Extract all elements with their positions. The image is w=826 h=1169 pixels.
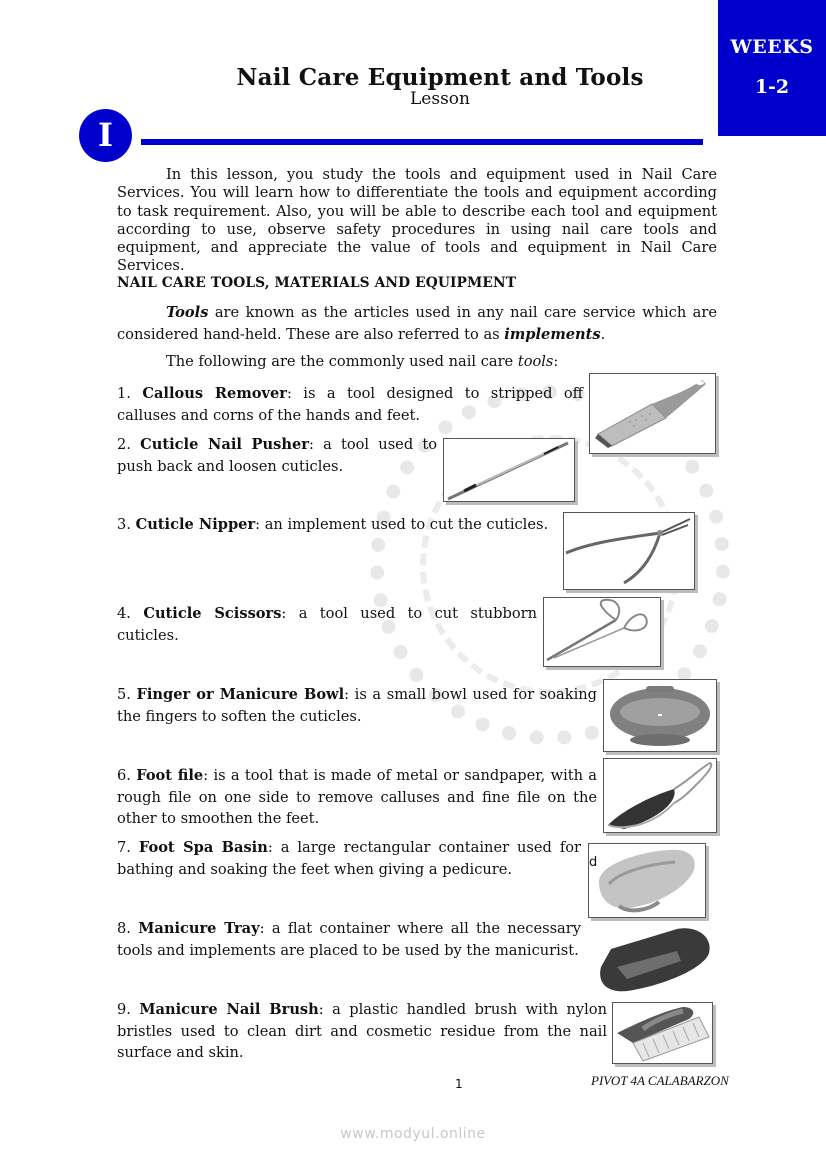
cuticle-pusher-icon <box>444 439 574 501</box>
nail-brush-image <box>612 1002 713 1064</box>
cuticle-pusher-image <box>443 438 575 502</box>
foot-file-icon <box>604 759 716 832</box>
tool-description: : a plastic handled brush with nylon bristles used to clean dirt and cosmetic residue from the nail surface and skin. <box>117 1001 607 1061</box>
page-number: 1 <box>455 1077 463 1091</box>
page-subtitle: Lesson <box>410 89 470 109</box>
lead-in-text: The following are the commonly used nail care <box>166 353 518 370</box>
foot-spa-basin-icon <box>589 844 705 917</box>
weeks-label: WEEKS <box>730 36 814 58</box>
tool-name: Manicure Tray <box>138 920 260 937</box>
manicure-bowl-image <box>603 679 717 752</box>
tool-description: : is a tool designed to stripped off calluses and corns of the hands and feet. <box>117 385 584 424</box>
tool-description: : is a tool that is made of metal or sandpaper, with a rough file on one side to remove calluses and fine file on the other to smoothen the feet. <box>117 767 598 827</box>
manicure-tray-icon <box>597 927 713 993</box>
tool-name: Cuticle Nipper <box>135 516 256 533</box>
lead-in-end: : <box>553 353 559 370</box>
tools-definition-end: . <box>600 325 606 343</box>
page-title: Nail Care Equipment and Tools <box>236 64 644 91</box>
tool-item-foot-file <box>117 765 597 830</box>
section-heading: NAIL CARE TOOLS, MATERIALS AND EQUIPMENT <box>117 275 517 291</box>
tool-name: Finger or Manicure Bowl <box>136 686 345 703</box>
cuticle-scissors-image <box>543 597 661 667</box>
tool-name: Callous Remover <box>142 385 287 402</box>
tool-description: : an implement used to cut the cuticles. <box>255 516 549 533</box>
callous-remover-icon <box>590 374 715 453</box>
tool-name: Manicure Nail Brush <box>139 1001 319 1018</box>
tools-lead-in <box>117 353 717 371</box>
manicure-tray-image <box>597 927 713 993</box>
tool-number: 9. <box>117 1001 131 1018</box>
tool-number: 4. <box>117 605 131 622</box>
tool-item-nail-brush <box>117 999 607 1064</box>
tool-number: 3. <box>117 516 131 533</box>
manicure-bowl-icon <box>604 680 716 751</box>
footer-publisher: PIVOT 4A CALABARZON <box>591 1073 729 1088</box>
tool-item-cuticle-scissors <box>117 603 537 646</box>
tool-number: 5. <box>117 686 131 703</box>
weeks-badge <box>718 0 826 136</box>
tool-name: Cuticle Scissors <box>143 605 282 622</box>
lead-in-emphasis: tools <box>517 353 554 370</box>
tool-number: 8. <box>117 920 131 937</box>
tool-item-cuticle-nipper <box>117 514 557 536</box>
tool-item-manicure-tray <box>117 918 581 961</box>
callous-remover-image <box>589 373 716 454</box>
cuticle-nipper-icon <box>564 513 694 589</box>
tool-number: 2. <box>117 436 131 453</box>
tools-definition-text: are known as the articles used in any nail care service which are considered hand-held. These are also referred to as <box>117 304 717 343</box>
tool-item-callous-remover <box>117 383 583 426</box>
intro-paragraph: In this lesson, you study the tools and equipment used in Nail Care Services. You will learn how to differentiate the tools and equipment according to task requirement. Also, you will be able to describe each tool and equipment according to use, observe safety procedures in using nail care tools and equipment, and appreciate the value of tools and equipment in Nail Care Services. <box>117 166 717 275</box>
cuticle-nipper-image <box>563 512 695 590</box>
tool-description: : a tool used to push back and loosen cuticles. <box>117 436 438 475</box>
foot-spa-basin-image <box>588 843 706 918</box>
tool-item-cuticle-pusher <box>117 434 437 477</box>
svg-text:d: d <box>589 855 598 870</box>
weeks-range: 1-2 <box>754 76 790 98</box>
foot-file-image <box>603 758 717 833</box>
tool-item-manicure-bowl <box>117 684 597 727</box>
tool-description: : is a small bowl used for soaking the fingers to soften the cuticles. <box>117 686 597 725</box>
tool-number: 6. <box>117 767 131 784</box>
tool-name: Cuticle Nail Pusher <box>140 436 309 453</box>
tools-definition <box>117 302 717 345</box>
tool-description: : a flat container where all the necessary tools and implements are placed to be used by the manicurist. <box>117 920 581 959</box>
section-badge: I <box>79 109 132 162</box>
tool-name: Foot Spa Basin <box>138 839 268 856</box>
tool-number: 7. <box>117 839 131 856</box>
tool-item-foot-spa-basin <box>117 837 581 880</box>
tool-description: : a tool used to cut stubborn cuticles. <box>117 605 537 644</box>
section-divider <box>141 139 703 145</box>
term-implements: implements <box>504 325 601 343</box>
cuticle-scissors-icon <box>544 598 660 666</box>
tool-number: 1. <box>117 385 131 402</box>
site-watermark: www.modyul.online <box>340 1126 486 1142</box>
tool-description: : a large rectangular container used for bathing and soaking the feet when giving a pedicure. <box>117 839 582 878</box>
term-tools: Tools <box>166 304 209 321</box>
tool-name: Foot file <box>136 767 204 784</box>
nail-brush-icon <box>613 1003 712 1063</box>
